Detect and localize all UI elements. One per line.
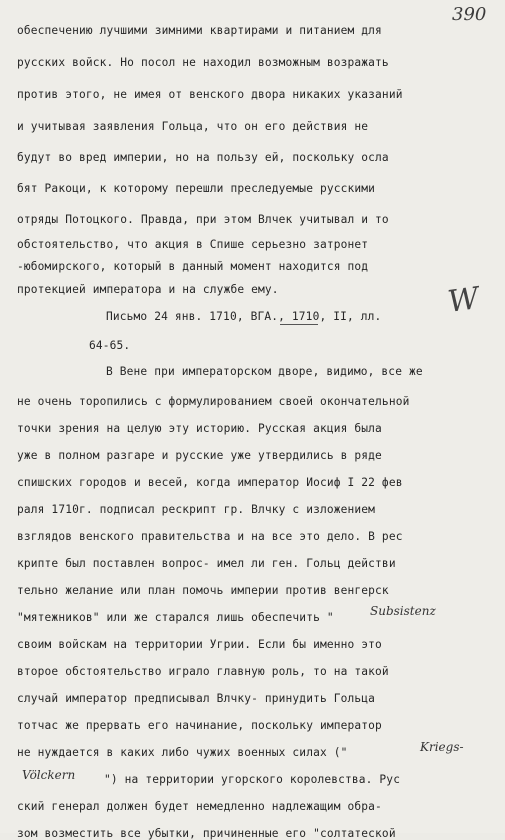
text-line: обеспечению лучшими зимними квартирами и питанием для — [17, 24, 382, 37]
text-line: тотчас же прервать его начинание, поскольку император — [17, 719, 382, 732]
text-line: протекцией императора и на службе ему. — [17, 283, 279, 296]
handwritten-note: Kriegs- — [420, 740, 464, 754]
text-line: "мятежников" или же старался лишь обеспечить " — [17, 611, 334, 624]
text-line: уже в полном разгаре и русские уже утвердились в ряде — [17, 449, 382, 462]
text-line: обстоятельство, что акция в Спише серьезно затронет — [17, 238, 369, 251]
handwritten-note: Völckern — [22, 768, 76, 782]
page-number: 390 — [452, 4, 487, 25]
underline — [280, 324, 318, 325]
text-line: случай император предписывал Влчку- принудить Гольца — [17, 692, 376, 705]
margin-mark: W — [445, 281, 482, 320]
text-line: отряды Потоцкого. Правда, при этом Влчек учитывал и то — [17, 213, 389, 226]
footnote-line: 64-65. — [89, 339, 131, 352]
text-line: раля 1710г. подписал рескрипт гр. Влчку с изложением — [17, 503, 376, 516]
text-line: и учитывая заявления Гольца, что он его действия не — [17, 120, 369, 133]
text-line: против этого, не имея от венского двора никаких указаний — [17, 88, 403, 101]
text-line: тельно желание или план помочь империи против венгерск — [17, 584, 389, 597]
text-line: русских войск. Но посол не находил возможным возражать — [17, 56, 389, 69]
text-line: не нуждается в каких либо чужих военных силах (" — [17, 746, 348, 759]
text-line: бят Ракоци, к которому перешли преследуемые русскими — [17, 182, 376, 195]
text-line: -юбомирского, который в данный момент находится под — [17, 260, 369, 273]
text-line: своим войскам на территории Угрии. Если бы именно это — [17, 638, 382, 651]
handwritten-note: Subsistenz — [370, 604, 436, 618]
text-line: спишских городов и весей, когда император Иосиф I 22 фев — [17, 476, 403, 489]
text-line: взглядов венского правительства и на все это дело. В рес — [17, 530, 403, 543]
text-line: ский генерал должен будет немедленно надлежащим обра- — [17, 800, 382, 813]
text-line: точки зрения на целую эту историю. Русская акция была — [17, 422, 382, 435]
text-line: зом возместить все убытки, причиненные его "солтатеской — [17, 827, 396, 840]
text-line: крипте был поставлен вопрос- имел ли ген. Гольц действи — [17, 557, 396, 570]
footnote-line: Письмо 24 янв. 1710, ВГА., 1710, II, лл. — [106, 310, 382, 323]
text-line: ") на территории угорского королевства. Рус — [104, 773, 401, 786]
text-line: не очень торопились с формулированием своей окончательной — [17, 395, 410, 408]
text-line: второе обстоятельство играло главную роль, то на такой — [17, 665, 389, 678]
text-line: В Вене при императорском дворе, видимо, все же — [106, 365, 423, 378]
text-line: будут во вред империи, но на пользу ей, поскольку осла — [17, 151, 389, 164]
